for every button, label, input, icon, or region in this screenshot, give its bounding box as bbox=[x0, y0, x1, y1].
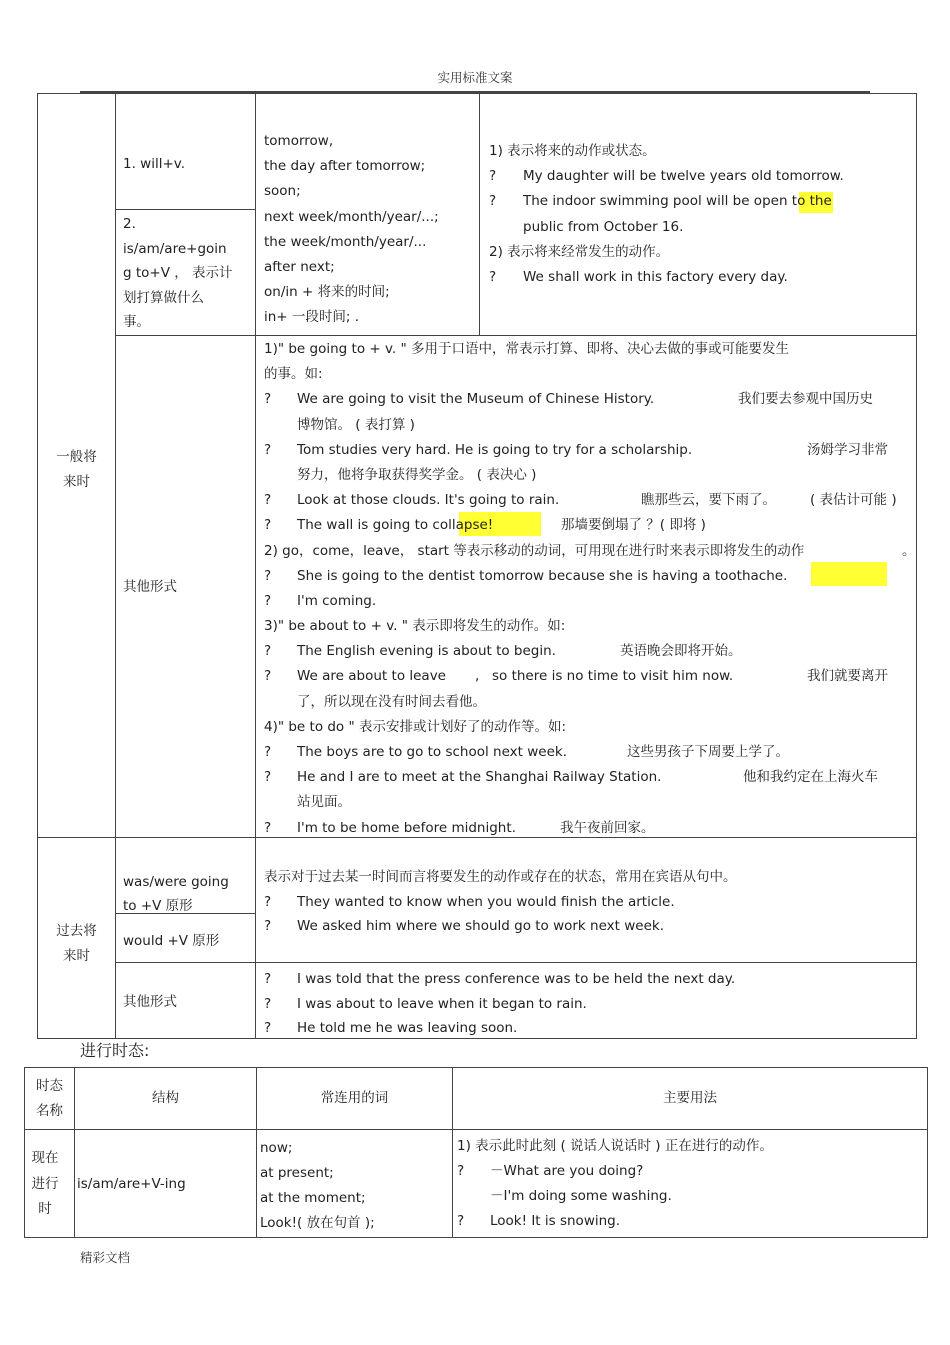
present-progressive-tense-name: 现在 进行 时 bbox=[31, 1150, 59, 1217]
will-structure: 1. will+v. bbox=[123, 156, 186, 172]
page-header: 实用标准文案 bbox=[437, 70, 513, 85]
would-structure: would +V 原形 bbox=[123, 933, 220, 949]
past-future-usage: 表示对于过去某一时间而言将要发生的动作或存在的状态，常用在宾语从句中。 ? They wanted to know when you would finish the article. ? We asked him where we should go to work next week. bbox=[264, 869, 737, 934]
going-to-structure: 2. is/am/are+goin g to+V ， 表示计 划打算做什么 事。 bbox=[123, 216, 233, 330]
future-usage: 1) 表示将来的动作或状态。 ? My daughter will be twelve years old tomorrow. ? The indoor swimming pool will be open to the public from October 16. 2) 表示将来经常发生的动作。 ? We shall work in this factory every day. bbox=[489, 143, 844, 285]
section-title: 进行时态: bbox=[80, 1041, 150, 1060]
header-words: 常连用的词 bbox=[320, 1090, 389, 1106]
past-future-other-label: 其他形式 bbox=[123, 994, 177, 1010]
future-tense-name: 一般将 来时 bbox=[56, 449, 97, 490]
was-going-structure: was/were going to +V 原形 bbox=[123, 874, 229, 914]
past-future-tense-name: 过去将 来时 bbox=[56, 923, 97, 964]
header-structure: 结构 bbox=[152, 1090, 179, 1106]
future-other-label: 其他形式 bbox=[123, 579, 177, 595]
page-footer: 精彩文档 bbox=[80, 1250, 131, 1265]
progressive-structure: is/am/are+V-ing bbox=[77, 1176, 186, 1192]
header-tense-name: 时态 名称 bbox=[36, 1078, 63, 1119]
future-words: tomorrow, the day after tomorrow; soon; next week/month/year/...; the week/month/year/... after next; on/in + 将来的时间; in+ 一段时间; . bbox=[264, 133, 439, 326]
progressive-words: now; at present; at the moment; Look!( 放在句首 ); bbox=[260, 1140, 375, 1231]
progressive-usage: 1) 表示此时此刻 ( 说话人说话时 ) 正在进行的动作。 ? －What are you doing? －I'm doing some washing. ? Look! It is snowing. bbox=[457, 1138, 773, 1229]
past-future-other-forms: ? I was told that the press conference was to be held the next day. ? I was about to leave when it began to rain. ? He told me he was leaving soon. bbox=[264, 971, 736, 1036]
future-other-forms: 1)" be going to + v. " 多用于口语中，常表示打算、即将、决心去做的事或可能要发生 的事。如: ? We are going to visit the Museum of Chinese History. 我们要去参观中国历史 博物馆。 ( 表打算 ) ? Tom studies very hard. He is going to try for a scholarship. 汤姆学习非常 努力，他将争取获得奖学金。 ( 表决心 ) ? Look at those clouds. It's going to rain. 瞧那些云，要下雨了。 ( 表估计可能 ) ? The wall is going to collapse! 那墙要倒塌了 ？( 即将 ) 2) go，come，leave， start 等表示移动的动词，可用现在进行时来表示即将发生的动作 。 ? She is going to the dentist tomorrow because she is having a toothache. ? I'm coming. 3)" be about to + v. " 表示即将发生的动作。如: ? The English evening is about to begin. 英语晚会即将开始。 ? We are about to leave , so there is no time to visit him now. 我们就要离开 了，所以现在没有时间去看他。 4)" be to do " 表示安排或计划好了的动作等。如: ? The boys are to go to school next week. 这些男孩子下周要上学了。 ? He and I are to meet at the Shanghai Railway Station. 他和我约定在上海火车 站见面。 ? I'm to be home before midnight. 我午夜前回家。 bbox=[264, 341, 916, 836]
header-usage: 主要用法 bbox=[663, 1090, 717, 1106]
